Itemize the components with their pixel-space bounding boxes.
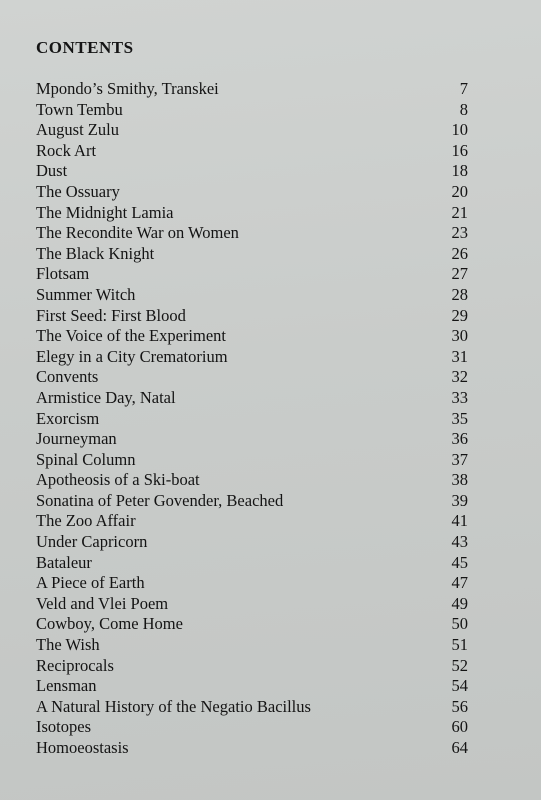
toc-entry-title: August Zulu [36,120,119,140]
toc-entry [36,347,468,368]
toc-entry-page: 29 [451,305,468,325]
toc-entry [36,738,468,759]
toc-entry-title: Apotheosis of a Ski-boat [36,470,200,490]
toc-entry-title: Rock Art [36,140,97,160]
toc-entry-page: 64 [451,738,468,757]
toc-entry-page: 45 [451,552,468,572]
toc-entry-page: 51 [451,635,468,655]
toc-entry-title: The Zoo Affair [36,511,136,531]
toc-entry-title: Flotsam [36,264,90,284]
toc-entry-page: 8 [459,99,468,119]
toc-entry-page: 49 [451,593,468,613]
contents-heading: CONTENTS [36,38,134,57]
toc-entry-page: 54 [451,676,468,696]
toc-entry-page: 41 [451,511,468,531]
toc-entry [36,182,468,203]
toc-entry [36,491,468,512]
toc-entry [36,120,468,141]
toc-entry-title: Elegy in a City Crematorium [36,346,228,366]
toc-entry-page: 33 [451,387,468,407]
toc-entry-page: 18 [451,161,468,181]
toc-entry-title: First Seed: First Blood [36,305,186,325]
toc-entry-title: The Black Knight [36,243,155,263]
toc-entry-title: Sonatina of Peter Govender, Beached [36,490,284,510]
toc-entry [36,306,468,327]
toc-entry [36,203,468,224]
toc-entry-title: Summer Witch [36,284,136,304]
toc-entry-page: 20 [451,181,468,201]
toc-entry [36,697,468,718]
toc-entry-page: 27 [451,264,468,284]
toc-entry-title: Convents [36,367,99,387]
toc-entry-title: Armistice Day, Natal [36,387,176,407]
toc-entry [36,429,468,450]
toc-entry [36,635,468,656]
toc-entry [36,717,468,738]
toc-entry-title: The Wish [36,635,100,655]
toc-entry [36,409,468,430]
toc-entry [36,100,468,121]
toc-entry [36,450,468,471]
table-of-contents [36,79,468,759]
toc-entry-page: 60 [451,717,468,737]
toc-entry [36,223,468,244]
toc-entry [36,161,468,182]
toc-entry-page: 52 [451,655,468,675]
toc-entry-page: 50 [451,614,468,634]
toc-entry [36,511,468,532]
toc-entry [36,367,468,388]
toc-entry-title: The Voice of the Experiment [36,326,226,346]
toc-entry-page: 37 [451,449,468,469]
toc-entry-title: The Ossuary [36,181,120,201]
toc-entry-title: Spinal Column [36,449,136,469]
toc-entry-title: Veld and Vlei Poem [36,593,169,613]
toc-entry-page: 32 [451,367,468,387]
toc-entry [36,532,468,553]
toc-entry [36,594,468,615]
toc-entry-title: The Midnight Lamia [36,202,174,222]
toc-entry-title: A Piece of Earth [36,573,145,593]
toc-entry-title: Reciprocals [36,655,114,675]
toc-entry-title: Homoeostasis [36,738,129,757]
toc-entry-page: 16 [451,140,468,160]
toc-entry-page: 31 [451,346,468,366]
toc-entry [36,244,468,265]
toc-entry-page: 28 [451,284,468,304]
toc-entry [36,656,468,677]
toc-entry-title: A Natural History of the Negatio Bacillus [36,696,311,716]
toc-entry [36,326,468,347]
toc-entry [36,470,468,491]
toc-entry-page: 10 [451,120,468,140]
toc-entry [36,285,468,306]
toc-entry-title: Bataleur [36,552,92,572]
toc-entry-title: Journeyman [36,429,117,449]
toc-entry-page: 43 [451,532,468,552]
toc-entry-page: 30 [451,326,468,346]
toc-entry-title: Cowboy, Come Home [36,614,183,634]
toc-entry-page: 56 [451,696,468,716]
toc-entry-title: Under Capricorn [36,532,148,552]
toc-entry [36,614,468,635]
toc-entry-page: 38 [451,470,468,490]
toc-entry-title: The Recondite War on Women [36,223,239,243]
toc-entry [36,79,468,100]
toc-entry-page: 21 [451,202,468,222]
toc-entry-page: 35 [451,408,468,428]
toc-entry-title: Dust [36,161,68,181]
toc-entry-title: Town Tembu [36,99,123,119]
toc-entry [36,573,468,594]
toc-entry [36,388,468,409]
toc-entry-page: 47 [451,573,468,593]
toc-entry-title: Exorcism [36,408,100,428]
toc-entry-title: Lensman [36,676,97,696]
toc-entry [36,676,468,697]
toc-entry-page: 23 [451,223,468,243]
toc-entry-page: 36 [451,429,468,449]
toc-entry-title: Mpondo’s Smithy, Transkei [36,79,219,98]
toc-entry [36,264,468,285]
toc-entry-page: 7 [459,79,468,98]
toc-entry [36,141,468,162]
toc-entry-page: 39 [451,490,468,510]
toc-entry-title: Isotopes [36,717,91,737]
toc-entry [36,553,468,574]
toc-entry-page: 26 [451,243,468,263]
